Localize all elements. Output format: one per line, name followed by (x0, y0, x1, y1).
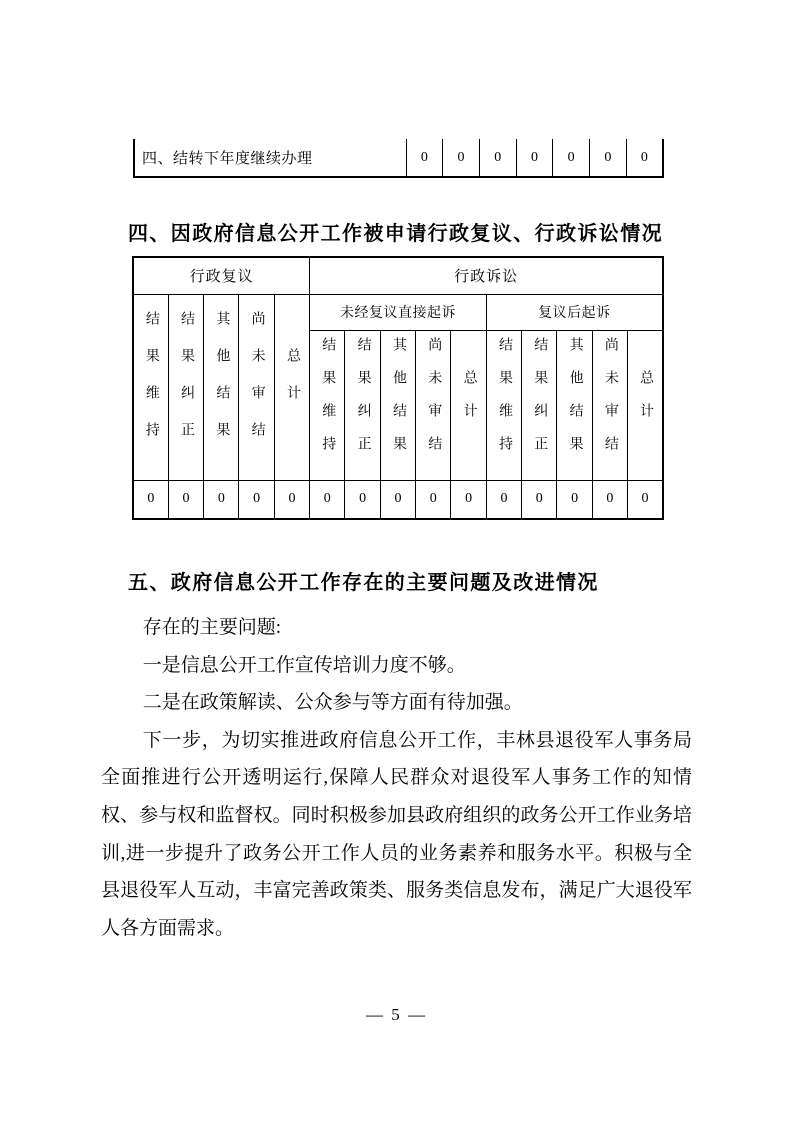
carryover-value-cell: 0 (626, 139, 663, 177)
paragraph-main-problems: 存在的主要问题: (142, 617, 282, 638)
col-header-other-result (204, 294, 239, 480)
table-row (133, 257, 663, 294)
table-value-cell: 0 (345, 480, 380, 519)
subgroup-header-direct-lawsuit: 未经复议直接起诉 (310, 294, 487, 330)
col-header-label: 尚未审结 (602, 336, 618, 469)
col-header-label: 其他结果 (214, 310, 230, 459)
table-value-cell: 0 (522, 480, 557, 519)
paragraph-next-steps: 下一步，为切实推进政府信息公开工作，丰林县退役军人事务局全面推进行公开透明运行,保障人民群众对退役军人事务工作的知情权、参与权和监督权。同时积极参加县政府组织的政务公开工作业务培训,进一步提升了政务公开工作人员的业务素养和服务水平。积极与全县退役军人互动，丰富完善政策类、服务类信息发布，满足广大退役军人各方面需求。 (101, 729, 692, 939)
subgroup-header-lawsuit-after-review: 复议后起诉 (486, 294, 663, 330)
table-value-cell: 0 (274, 480, 309, 519)
table-value-cell: 0 (416, 480, 451, 519)
col-header-label: 结果维持 (320, 336, 336, 469)
carryover-value-cell: 0 (479, 139, 516, 177)
review-litigation-table (132, 256, 664, 520)
col-header-pending (592, 330, 627, 480)
carryover-value-cell: 0 (516, 139, 553, 177)
carryover-value-cell: 0 (553, 139, 590, 177)
paragraph-problem-1: 一是信息公开工作宣传培训力度不够。 (142, 654, 466, 676)
section4-heading: 四、因政府信息公开工作被申请行政复议、行政诉讼情况 (128, 223, 663, 245)
section5-heading: 五、政府信息公开工作存在的主要问题及改进情况 (128, 572, 599, 594)
paragraph-problem-2: 二是在政策解读、公众参与等方面有待加强。 (142, 692, 523, 714)
col-header-other-result (557, 330, 592, 480)
col-header-label: 总计 (284, 347, 300, 422)
carryover-table-fragment (133, 139, 664, 178)
col-header-label: 结果纠正 (532, 336, 548, 469)
col-header-label: 结果纠正 (178, 310, 194, 459)
col-header-label: 尚未审结 (426, 336, 442, 469)
col-header-total (274, 294, 309, 480)
carryover-value-cell: 0 (443, 139, 480, 177)
carryover-value-cell: 0 (590, 139, 627, 177)
col-header-label: 总计 (461, 369, 477, 436)
col-header-label: 其他结果 (567, 336, 583, 469)
table-value-cell: 0 (168, 480, 203, 519)
carryover-value-cell: 0 (406, 139, 443, 177)
table-value-cell: 0 (310, 480, 345, 519)
col-header-label: 总计 (638, 369, 654, 436)
col-header-result-upheld (486, 330, 521, 480)
col-header-pending (239, 294, 274, 480)
carryover-label-cell: 四、结转下年度继续办理 (142, 151, 313, 167)
col-header-result-upheld (310, 330, 345, 480)
col-header-result-upheld (133, 294, 168, 480)
col-header-other-result (380, 330, 415, 480)
group-header-administrative-review: 行政复议 (133, 257, 310, 294)
col-header-label: 尚未审结 (249, 310, 265, 459)
table-row (134, 139, 663, 177)
table-value-cell: 0 (380, 480, 415, 519)
col-header-label: 结果维持 (143, 310, 159, 459)
table-value-cell: 0 (486, 480, 521, 519)
page-number: — 5 — (366, 1005, 427, 1024)
table-value-cell: 0 (239, 480, 274, 519)
table-row (133, 480, 663, 519)
col-header-total (628, 330, 663, 480)
group-header-administrative-litigation: 行政诉讼 (310, 257, 663, 294)
table-value-cell: 0 (557, 480, 592, 519)
col-header-label: 结果纠正 (355, 336, 371, 469)
col-header-result-corrected (522, 330, 557, 480)
table-value-cell: 0 (133, 480, 168, 519)
table-value-cell: 0 (204, 480, 239, 519)
table-value-cell: 0 (451, 480, 486, 519)
col-header-total (451, 330, 486, 480)
col-header-result-corrected (345, 330, 380, 480)
table-row (133, 294, 663, 330)
col-header-result-corrected (168, 294, 203, 480)
table-value-cell: 0 (592, 480, 627, 519)
table-value-cell: 0 (628, 480, 663, 519)
col-header-label: 其他结果 (390, 336, 406, 469)
section5-body (101, 609, 692, 947)
col-header-pending (416, 330, 451, 480)
col-header-label: 结果维持 (496, 336, 512, 469)
